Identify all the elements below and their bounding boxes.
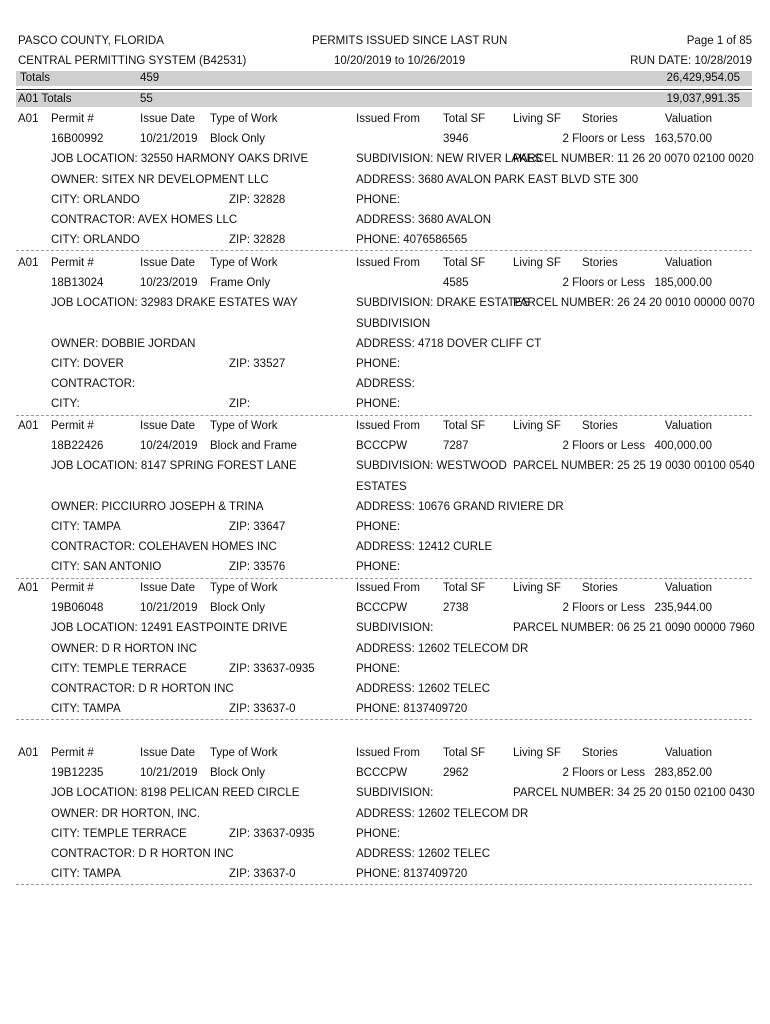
contractor-zip: ZIP: [229,398,251,411]
permit-number: 19B12235 [51,767,104,780]
job-location: JOB LOCATION: 32983 DRAKE ESTATES WAY [51,297,298,310]
permit-number: 18B22426 [51,440,104,453]
issue-date: 10/21/2019 [140,602,198,615]
stories-label: Stories [582,257,618,269]
contractor-address: ADDRESS: 12412 CURLE [356,541,493,554]
stories-label: Stories [582,113,618,125]
issued-from-label: Issued From [356,582,420,594]
type-of-work: Block and Frame [210,440,297,453]
owner-zip: ZIP: 33647 [229,521,286,533]
contractor-city: CITY: SAN ANTONIO [51,561,162,574]
subdivision: SUBDIVISION: DRAKE ESTATES [356,297,531,310]
total-sf: 7287 [443,440,469,453]
owner-phone: PHONE: [356,358,401,370]
stories-value: 2 Floors or Less [562,602,645,615]
contractor-city: CITY: TAMPA [51,868,121,881]
owner-address: ADDRESS: 4718 DOVER CLIFF CT [356,337,542,350]
record-separator [16,578,752,579]
living-sf-label: Living SF [513,582,561,594]
subdivision: SUBDIVISION: NEW RIVER LAKES [356,153,542,166]
total-sf: 2738 [443,602,469,615]
permit-label: Permit # [51,420,94,432]
report-date-range: 10/20/2019 to 10/26/2019 [334,55,466,67]
county-name: PASCO COUNTY, FLORIDA [18,35,164,47]
permit-number: 16B00992 [51,133,104,146]
living-sf-label: Living SF [513,747,561,759]
subdivision: SUBDIVISION: WESTWOOD [356,460,507,473]
owner-name: OWNER: SITEX NR DEVELOPMENT LLC [51,173,269,186]
owner-zip: ZIP: 33637-0935 [229,827,315,840]
owner-phone: PHONE: [356,827,401,840]
owner-city: CITY: TEMPLE TERRACE [51,662,187,675]
contractor-phone: PHONE: 8137409720 [356,703,468,716]
record-separator [16,884,752,885]
record-code: A01 [18,747,39,759]
type-of-work-label: Type of Work [210,747,278,759]
owner-phone: PHONE: [356,521,401,533]
valuation-value: 185,000.00 [654,277,712,290]
issue-date-label: Issue Date [140,582,195,594]
issue-date-label: Issue Date [140,747,195,759]
contractor-phone: PHONE: [356,561,401,574]
record-code: A01 [18,582,39,594]
type-of-work: Block Only [210,767,265,780]
contractor-zip: ZIP: 33637-0 [229,703,296,716]
owner-zip: ZIP: 32828 [229,193,286,206]
owner-phone: PHONE: [356,662,401,675]
total-sf-label: Total SF [443,257,486,269]
living-sf-label: Living SF [513,113,561,125]
owner-city: CITY: DOVER [51,358,124,370]
contractor-zip: ZIP: 33637-0 [229,868,296,881]
living-sf-label: Living SF [513,420,561,432]
record-separator [16,415,752,416]
valuation-label: Valuation [664,257,712,269]
stories-value: 2 Floors or Less [562,767,645,780]
record-separator [16,250,752,251]
type-of-work: Block Only [210,602,265,615]
owner-zip: ZIP: 33527 [229,358,286,370]
report-title: PERMITS ISSUED SINCE LAST RUN [312,35,508,47]
subdivision: SUBDIVISION: [356,787,434,800]
job-location: JOB LOCATION: 12491 EASTPOINTE DRIVE [51,622,288,635]
job-location: JOB LOCATION: 8198 PELICAN REED CIRCLE [51,787,300,800]
job-location: JOB LOCATION: 8147 SPRING FOREST LANE [51,460,297,473]
owner-city: CITY: TAMPA [51,521,121,533]
owner-city: CITY: ORLANDO [51,193,140,206]
parcel-number: PARCEL NUMBER: 25 25 19 0030 00100 0540 [513,460,755,473]
owner-phone: PHONE: [356,193,401,206]
record-code: A01 [18,420,39,432]
permit-number: 19B06048 [51,602,104,615]
contractor-name: CONTRACTOR: COLEHAVEN HOMES INC [51,541,277,554]
parcel-number: PARCEL NUMBER: 11 26 20 0070 02100 0020 [513,153,754,166]
a01-totals-count: 55 [140,93,153,105]
total-sf-label: Total SF [443,747,486,759]
record-code: A01 [18,257,39,269]
permit-label: Permit # [51,582,94,594]
record-separator [16,719,752,720]
divider [16,89,752,90]
type-of-work: Block Only [210,133,265,146]
issue-date-label: Issue Date [140,113,195,125]
parcel-number: PARCEL NUMBER: 06 25 21 0090 00000 7960 [513,622,755,635]
valuation-value: 400,000.00 [654,440,712,453]
stories-value: 2 Floors or Less [562,440,645,453]
stories-value: 2 Floors or Less [562,277,645,290]
subdivision-cont: SUBDIVISION [356,317,431,330]
valuation-value: 235,944.00 [654,602,712,615]
issue-date-label: Issue Date [140,420,195,432]
issue-date-label: Issue Date [140,257,195,269]
owner-address: ADDRESS: 12602 TELECOM DR [356,642,529,655]
issue-date: 10/24/2019 [140,440,198,453]
page-number: Page 1 of 85 [686,35,752,47]
type-of-work-label: Type of Work [210,420,278,432]
contractor-zip: ZIP: 32828 [229,234,286,247]
parcel-number: PARCEL NUMBER: 26 24 20 0010 00000 0070 [513,297,755,310]
stories-label: Stories [582,420,618,432]
contractor-name: CONTRACTOR: [51,378,136,391]
owner-city: CITY: TEMPLE TERRACE [51,827,187,840]
owner-name: OWNER: DOBBIE JORDAN [51,337,196,350]
total-sf-label: Total SF [443,582,486,594]
owner-zip: ZIP: 33637-0935 [229,662,315,675]
subdivision: SUBDIVISION: [356,622,434,635]
system-name: CENTRAL PERMITTING SYSTEM (B42531) [18,55,247,67]
valuation-value: 283,852.00 [654,767,712,780]
owner-name: OWNER: D R HORTON INC [51,642,197,655]
contractor-address: ADDRESS: 3680 AVALON [356,214,492,226]
contractor-phone: PHONE: 4076586565 [356,234,468,247]
valuation-label: Valuation [664,582,712,594]
issue-date: 10/23/2019 [140,277,198,290]
type-of-work-label: Type of Work [210,257,278,269]
issued-from-label: Issued From [356,747,420,759]
owner-name: OWNER: PICCIURRO JOSEPH & TRINA [51,500,264,513]
issue-date: 10/21/2019 [140,133,198,146]
totals-count: 459 [140,72,160,84]
valuation-label: Valuation [664,747,712,759]
valuation-value: 163,570.00 [654,133,712,146]
contractor-city: CITY: ORLANDO [51,234,140,247]
type-of-work: Frame Only [210,277,271,290]
total-sf: 4585 [443,277,469,290]
a01-totals-label: A01 Totals [18,93,72,105]
totals-label: Totals [20,72,51,84]
issued-from-label: Issued From [356,420,420,432]
permit-label: Permit # [51,747,94,759]
contractor-name: CONTRACTOR: D R HORTON INC [51,848,234,860]
stories-value: 2 Floors or Less [562,133,645,146]
permit-number: 18B13024 [51,277,104,290]
total-sf-label: Total SF [443,113,486,125]
permit-label: Permit # [51,257,94,269]
contractor-phone: PHONE: 8137409720 [356,868,468,881]
contractor-name: CONTRACTOR: D R HORTON INC [51,683,234,695]
contractor-address: ADDRESS: 12602 TELEC [356,848,491,860]
total-sf: 2962 [443,767,469,780]
permit-label: Permit # [51,113,94,125]
contractor-phone: PHONE: [356,398,401,411]
totals-band [16,71,752,86]
owner-address: ADDRESS: 3680 AVALON PARK EAST BLVD STE 300 [356,173,639,186]
issued-from: BCCCPW [356,767,408,780]
stories-label: Stories [582,582,618,594]
type-of-work-label: Type of Work [210,582,278,594]
parcel-number: PARCEL NUMBER: 34 25 20 0150 02100 0430 [513,787,755,800]
contractor-address: ADDRESS: 12602 TELEC [356,683,491,695]
issued-from: BCCCPW [356,602,408,615]
owner-address: ADDRESS: 12602 TELECOM DR [356,807,529,820]
contractor-address: ADDRESS: [356,378,415,391]
a01-totals-band [16,92,752,107]
owner-address: ADDRESS: 10676 GRAND RIVIERE DR [356,500,564,513]
totals-value: 26,429,954.05 [666,72,740,84]
issued-from-label: Issued From [356,113,420,125]
subdivision-cont: ESTATES [356,480,407,493]
total-sf-label: Total SF [443,420,486,432]
contractor-city: CITY: [51,398,80,411]
living-sf-label: Living SF [513,257,561,269]
valuation-label: Valuation [664,420,712,432]
type-of-work-label: Type of Work [210,113,278,125]
contractor-city: CITY: TAMPA [51,703,121,716]
record-code: A01 [18,113,39,125]
job-location: JOB LOCATION: 32550 HARMONY OAKS DRIVE [51,153,309,166]
issued-from-label: Issued From [356,257,420,269]
stories-label: Stories [582,747,618,759]
contractor-zip: ZIP: 33576 [229,561,286,574]
valuation-label: Valuation [664,113,712,125]
run-date: RUN DATE: 10/28/2019 [630,55,752,67]
owner-name: OWNER: DR HORTON, INC. [51,807,201,820]
total-sf: 3946 [443,133,469,146]
contractor-name: CONTRACTOR: AVEX HOMES LLC [51,214,238,226]
a01-totals-value: 19,037,991.35 [666,93,740,105]
issue-date: 10/21/2019 [140,767,198,780]
issued-from: BCCCPW [356,440,408,453]
